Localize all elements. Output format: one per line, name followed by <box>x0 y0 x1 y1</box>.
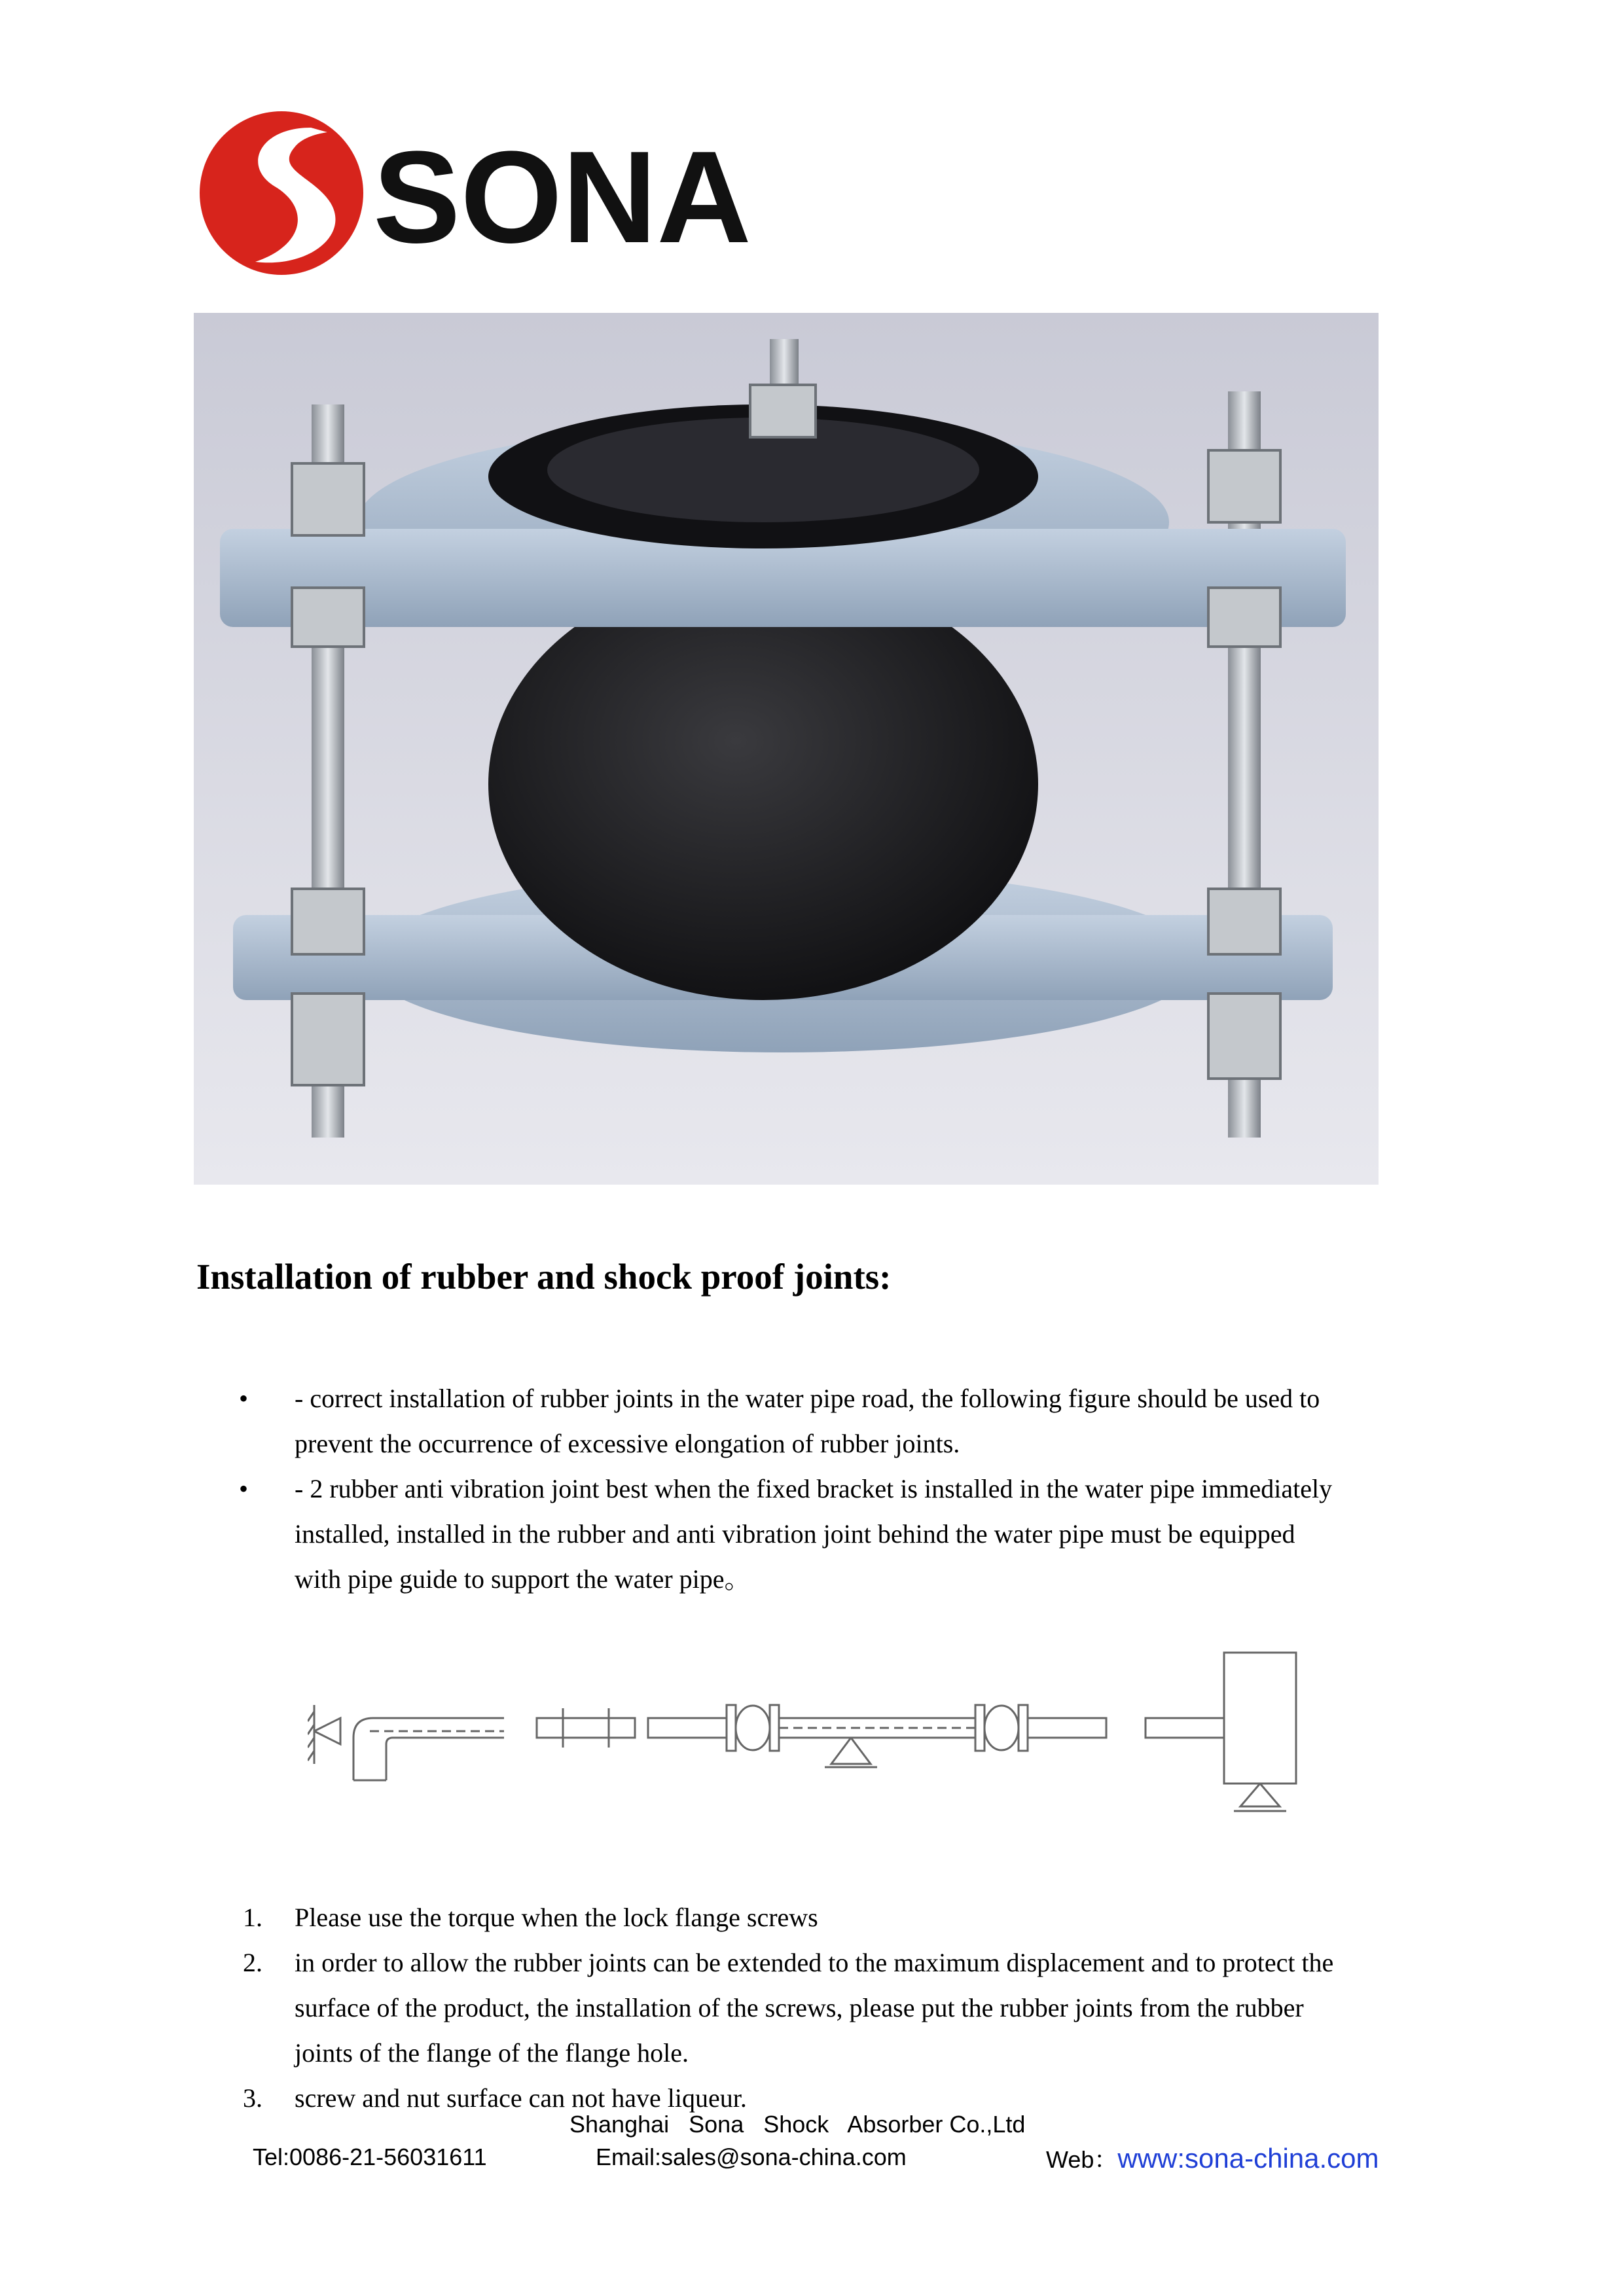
step-item <box>232 1940 1476 2075</box>
bullet-line: with pipe guide to support the water pipe。 <box>295 1564 751 1594</box>
sona-logo <box>196 105 785 281</box>
step-line: in order to allow the rubber joints can be extended to the maximum displacement and to protect the <box>295 1948 1334 1977</box>
bullet-marker: • <box>239 1474 249 1503</box>
logo-wordmark: SONA <box>373 124 751 270</box>
bullet-line: - 2 rubber anti vibration joint best when the fixed bracket is installed in the water pipe immediately <box>295 1474 1333 1503</box>
footer-email[interactable]: Email:sales@sona-china.com <box>596 2144 907 2170</box>
step-line: joints of the flange of the flange hole. <box>295 2038 689 2068</box>
logo-mark <box>200 111 363 275</box>
step-line: Please use the torque when the lock flange screws <box>295 1903 818 1932</box>
step-number: 3. <box>243 2083 262 2113</box>
footer-web-link[interactable]: www:sona-china.com <box>1117 2143 1379 2174</box>
bullet-marker: • <box>239 1384 249 1413</box>
footer-company: Shanghai Sona Shock Absorber Co.,Ltd <box>569 2111 1026 2138</box>
footer-tel: Tel:0086-21-56031611 <box>253 2144 487 2170</box>
installation-steps <box>232 1895 1476 2121</box>
step-item <box>232 1895 1476 1940</box>
bullet-line: - correct installation of rubber joints in the water pipe road, the following figure should be used to <box>295 1384 1320 1413</box>
bullet-line: installed, installed in the rubber and anti vibration joint behind the water pipe must be equipped <box>295 1519 1295 1549</box>
bullet-line: prevent the occurrence of excessive elongation of rubber joints. <box>295 1429 960 1458</box>
footer-web <box>1046 2142 1379 2175</box>
step-line: screw and nut surface can not have liqueur. <box>295 2083 747 2113</box>
installation-bullets <box>232 1376 1476 1602</box>
footer-web-label: Web： <box>1046 2146 1118 2173</box>
installation-diagram <box>308 1640 1348 1836</box>
section-heading: Installation of rubber and shock proof joints: <box>196 1257 892 1297</box>
step-line: surface of the product, the installation of the screws, please put the rubber joints from the rubber <box>295 1993 1304 2022</box>
bullet-item <box>232 1466 1476 1602</box>
step-number: 1. <box>243 1903 262 1932</box>
product-photo <box>194 313 1379 1185</box>
step-number: 2. <box>243 1948 262 1977</box>
bullet-item <box>232 1376 1476 1466</box>
